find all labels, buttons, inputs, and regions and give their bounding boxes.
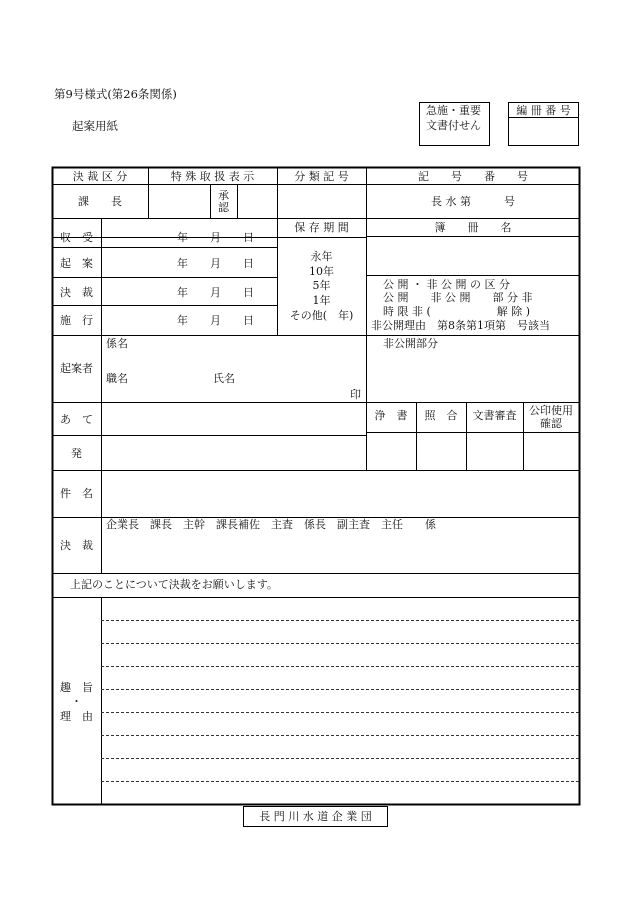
- decision-date: 年 月 日: [177, 286, 254, 299]
- drafter-section-name: 係名: [106, 337, 128, 350]
- disclosure-line4: 非公開理由 第8条第1項第 号該当: [371, 319, 550, 332]
- classification-header: 分 類 記 号: [294, 170, 349, 183]
- enforcement-date: 年 月 日: [177, 314, 254, 327]
- collation-label: 照 合: [424, 409, 458, 422]
- document-review-label: 文書審査: [472, 409, 517, 422]
- drafter-label: 起案者: [60, 362, 93, 375]
- organization-name: 長 門 川 水 道 企 業 団: [259, 810, 372, 823]
- decision-division-header: 決 裁 区 分: [72, 170, 128, 183]
- retention-10y: 10年: [309, 265, 334, 278]
- approval-label: 承認: [218, 189, 229, 214]
- form-title: 起案用紙: [72, 119, 118, 133]
- purpose-dot: ・: [71, 695, 82, 708]
- nondisclosure-part-label: 非公開部分: [383, 337, 438, 350]
- approval-block-label: 決 裁: [60, 539, 93, 552]
- drafter-seal: 印: [350, 388, 361, 401]
- receipt-label: 収 受: [60, 231, 93, 244]
- request-text: 上記のことについて決裁をお願いします。: [70, 578, 278, 591]
- official-seal-check-label: 公印使用確認: [529, 404, 573, 430]
- enforcement-label: 施 行: [60, 314, 93, 327]
- doc-number-header: 記 号 番 号: [418, 170, 528, 183]
- register-number-label: 編 冊 番 号: [509, 103, 578, 118]
- disclosure-line1: 公 開 ・ 非 公 開 の 区 分: [383, 278, 510, 291]
- drafter-title: 職名: [106, 372, 128, 385]
- clean-copy-label: 浄 書: [374, 409, 408, 422]
- organization-box: [243, 806, 388, 827]
- purpose-label: 趣 旨: [60, 681, 93, 694]
- doc-number-value: 長 水 第 号: [431, 195, 515, 208]
- retention-1y: 1年: [312, 294, 331, 307]
- reason-label: 理 由: [60, 710, 93, 723]
- special-handling-header: 特 殊 取 扱 表 示: [170, 170, 255, 183]
- subject-label: 件 名: [60, 487, 93, 500]
- retention-permanent: 永年: [310, 250, 333, 263]
- disclosure-line3: 時 限 非 ( 解 除 ): [383, 305, 531, 318]
- retention-5y: 5年: [312, 279, 331, 292]
- draft-label: 起 案: [60, 257, 93, 270]
- draft-date: 年 月 日: [177, 257, 254, 270]
- approval-roles: 企業長 課長 主幹 課長補佐 主査 係長 副主査 主任 係: [106, 518, 436, 531]
- sender-label: 発: [71, 447, 82, 460]
- urgent-note-line1: 急施・重要: [426, 104, 481, 117]
- form-number: 第9号様式(第26条関係): [54, 87, 177, 101]
- retention-other: その他( 年): [289, 309, 354, 322]
- addressee-label: あ て: [60, 413, 93, 426]
- section-chief-label: 課 長: [78, 195, 122, 208]
- receipt-date: 年 月 日: [177, 231, 254, 244]
- drafter-name: 氏名: [213, 372, 235, 385]
- urgent-note-line2: 文書付せん: [426, 119, 481, 132]
- decision-label: 決 裁: [60, 286, 93, 299]
- retention-label: 保 存 期 間: [294, 221, 349, 234]
- ledger-label: 簿 冊 名: [434, 221, 512, 234]
- disclosure-line2: 公 開 非 公 開 部 分 非: [383, 291, 533, 304]
